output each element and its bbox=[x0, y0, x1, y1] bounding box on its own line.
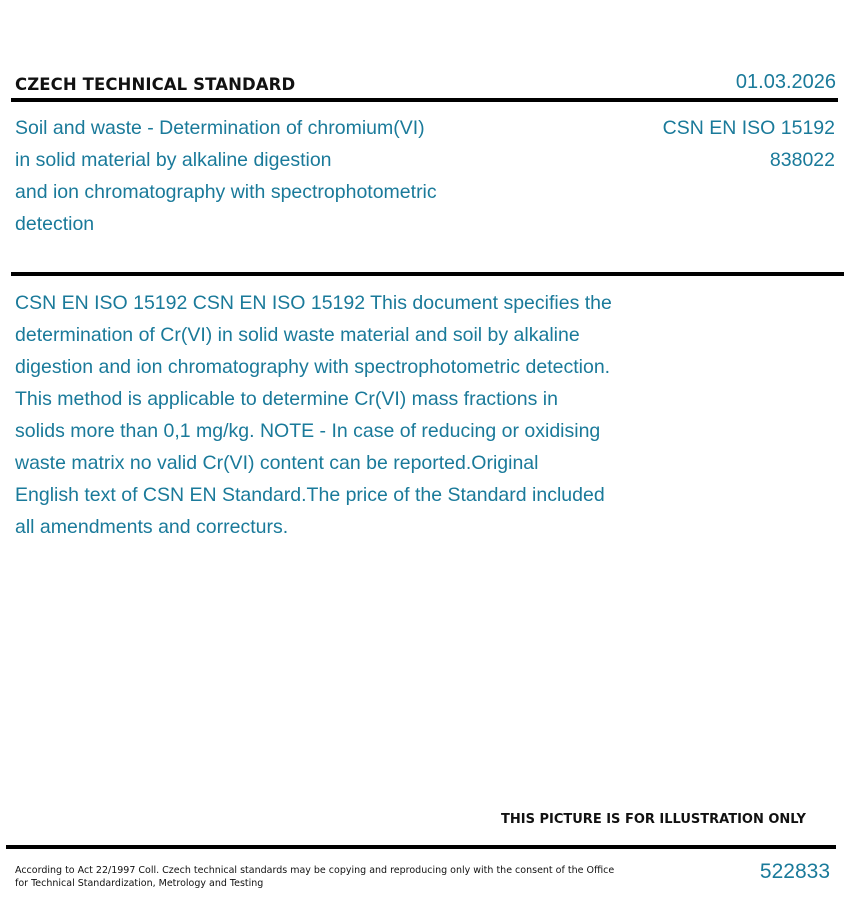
abstract-line: English text of CSN EN Standard.The price of the Standard included bbox=[15, 484, 605, 506]
illustration-disclaimer: THIS PICTURE IS FOR ILLUSTRATION ONLY bbox=[501, 812, 806, 827]
class-number: 838022 bbox=[769, 149, 835, 171]
abstract-line: determination of Cr(VI) in solid waste material and soil by alkaline bbox=[15, 324, 580, 346]
standard-title bbox=[15, 112, 535, 240]
abstract-line: digestion and ion chromatography with spectrophotometric detection. bbox=[15, 356, 611, 378]
abstract-line: CSN EN ISO 15192 CSN EN ISO 15192 This document specifies the bbox=[15, 292, 612, 314]
title-line: detection bbox=[15, 213, 95, 235]
title-line: and ion chromatography with spectrophotometric bbox=[15, 181, 437, 203]
header-divider bbox=[11, 98, 838, 102]
abstract-line: all amendments and correcturs. bbox=[15, 516, 289, 538]
abstract-line: This method is applicable to determine Cr(VI) mass fractions in bbox=[15, 388, 558, 410]
title-line: in solid material by alkaline digestion bbox=[15, 149, 332, 171]
standard-identifiers bbox=[663, 112, 835, 176]
abstract-line: solids more than 0,1 mg/kg. NOTE - In case of reducing or oxidising bbox=[15, 420, 601, 442]
document-number: 522833 bbox=[759, 860, 830, 883]
legal-notice-line: for Technical Standardization, Metrology and Testing bbox=[15, 878, 264, 889]
standard-code: CSN EN ISO 15192 bbox=[662, 117, 835, 139]
section-divider bbox=[11, 272, 844, 276]
abstract-line: waste matrix no valid Cr(VI) content can be reported.Original bbox=[15, 452, 539, 474]
abstract-text bbox=[15, 287, 735, 543]
footer-divider bbox=[6, 845, 836, 849]
legal-notice-line: According to Act 22/1997 Coll. Czech technical standards may be copying and reproducing only with the consent of the Office bbox=[15, 865, 615, 876]
document-type-label: CZECH TECHNICAL STANDARD bbox=[15, 75, 296, 94]
publication-date: 01.03.2026 bbox=[735, 71, 836, 93]
legal-notice bbox=[15, 864, 615, 890]
title-line: Soil and waste - Determination of chromium(VI) bbox=[15, 117, 425, 139]
